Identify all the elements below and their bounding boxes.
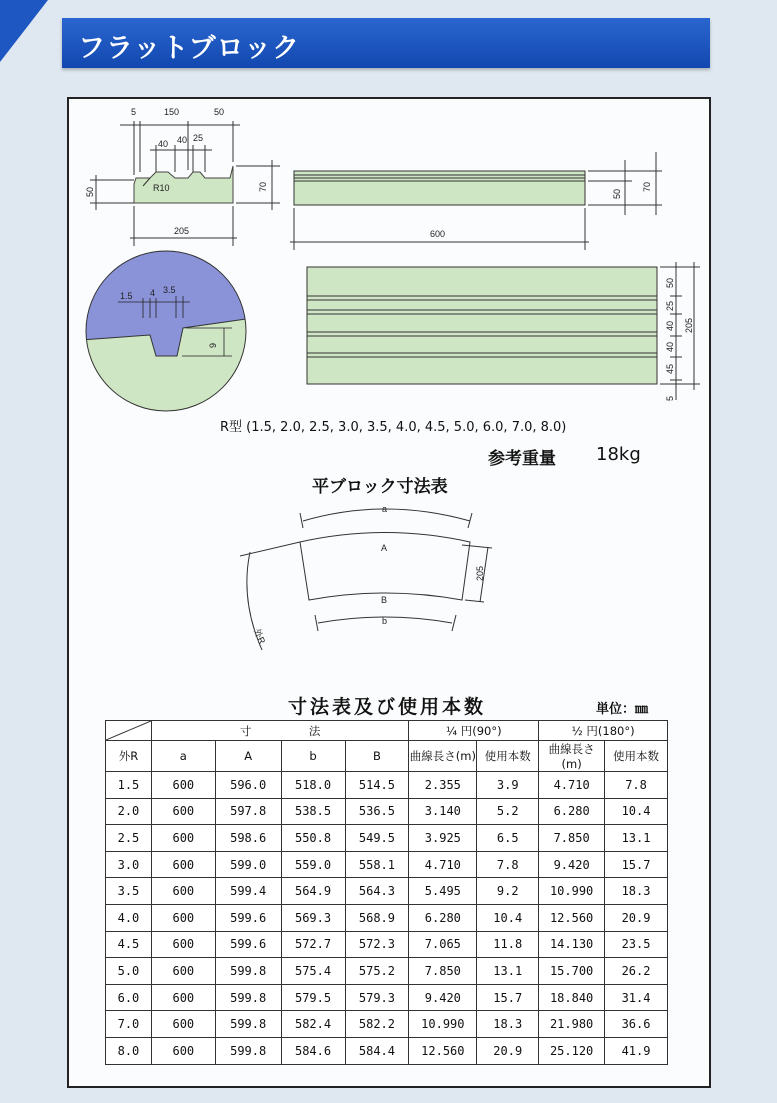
spec-table xyxy=(105,720,668,1065)
table-cell: 9.2 xyxy=(477,878,539,905)
plan-dim-25: 25 xyxy=(665,300,675,311)
table-cell: 10.990 xyxy=(409,1011,477,1038)
table-cell: 3.0 xyxy=(106,851,152,878)
weight-label: 参考重量 xyxy=(488,449,556,469)
table-cell: 536.5 xyxy=(345,798,409,825)
plan-dim-45: 45 xyxy=(665,363,675,374)
table-row xyxy=(106,1011,668,1038)
table-cell: 600 xyxy=(151,1037,215,1064)
table-row xyxy=(106,984,668,1011)
dim-205: 205 xyxy=(174,226,190,236)
table-cell: 3.925 xyxy=(409,825,477,852)
table-cell: 584.4 xyxy=(345,1037,409,1064)
table-cell: 15.7 xyxy=(605,851,668,878)
table-cell: 3.9 xyxy=(477,772,539,799)
col-b: b xyxy=(281,741,345,772)
table-cell: 12.560 xyxy=(539,904,605,931)
groove-detail-view xyxy=(80,245,260,425)
table-cell: 21.980 xyxy=(539,1011,605,1038)
corner-cell xyxy=(106,721,152,741)
table-cell: 599.8 xyxy=(215,984,281,1011)
table-cell: 6.280 xyxy=(539,798,605,825)
table-cell: 550.8 xyxy=(281,825,345,852)
table-cell: 13.1 xyxy=(477,958,539,985)
table-cell: 600 xyxy=(151,772,215,799)
table-cell: 559.0 xyxy=(281,851,345,878)
detail-dim-3.5: 3.5 xyxy=(163,285,176,295)
flat-block-diagram xyxy=(240,509,492,650)
flat-outer-r: 外R xyxy=(251,627,268,646)
table-cell: 7.850 xyxy=(539,825,605,852)
flat-label-b: b xyxy=(382,616,388,626)
table-cell: 25.120 xyxy=(539,1037,605,1064)
flat-label-a: a xyxy=(382,504,388,514)
table-cell: 518.0 xyxy=(281,772,345,799)
plan-dim-50: 50 xyxy=(665,277,675,288)
table-row xyxy=(106,931,668,958)
table-cell: 599.0 xyxy=(215,851,281,878)
table-cell: 599.4 xyxy=(215,878,281,905)
table-cell: 18.840 xyxy=(539,984,605,1011)
table-cell: 600 xyxy=(151,1011,215,1038)
table-cell: 13.1 xyxy=(605,825,668,852)
dim-40a: 40 xyxy=(158,139,169,149)
side-dim-h50: 50 xyxy=(612,188,622,199)
flat-dim-205: 205 xyxy=(475,565,485,581)
table-cell: 4.710 xyxy=(409,851,477,878)
table-cell: 575.4 xyxy=(281,958,345,985)
table-cell: 20.9 xyxy=(477,1037,539,1064)
table-cell: 7.8 xyxy=(477,851,539,878)
detail-dim-9: 9 xyxy=(208,342,218,348)
table-cell: 597.8 xyxy=(215,798,281,825)
table-row xyxy=(106,878,668,905)
group-dimension: 寸 法 xyxy=(151,721,408,741)
table-cell: 15.700 xyxy=(539,958,605,985)
table-cell: 14.130 xyxy=(539,931,605,958)
table-cell: 23.5 xyxy=(605,931,668,958)
plan-dim-40a: 40 xyxy=(665,320,675,331)
table-header-row xyxy=(106,741,668,772)
table-cell: 598.6 xyxy=(215,825,281,852)
table-cell: 538.5 xyxy=(281,798,345,825)
detail-dim-1.5: 1.5 xyxy=(120,291,133,301)
dim-h50: 50 xyxy=(85,186,95,197)
table-cell: 572.3 xyxy=(345,931,409,958)
table-cell: 1.5 xyxy=(106,772,152,799)
dim-25: 25 xyxy=(193,133,204,143)
dim-50: 50 xyxy=(214,107,225,117)
table-cell: 599.6 xyxy=(215,931,281,958)
table-cell: 600 xyxy=(151,825,215,852)
dim-150: 150 xyxy=(164,107,180,117)
dim-h70: 70 xyxy=(258,181,268,192)
table-cell: 2.355 xyxy=(409,772,477,799)
table-cell: 9.420 xyxy=(539,851,605,878)
table-cell: 12.560 xyxy=(409,1037,477,1064)
table-cell: 549.5 xyxy=(345,825,409,852)
table-cell: 600 xyxy=(151,958,215,985)
table-cell: 5.2 xyxy=(477,798,539,825)
table-row xyxy=(106,904,668,931)
table-cell: 7.065 xyxy=(409,931,477,958)
plan-dim-5: 5 xyxy=(665,395,675,401)
table-cell: 568.9 xyxy=(345,904,409,931)
side-dim-h70: 70 xyxy=(642,181,652,192)
table-cell: 514.5 xyxy=(345,772,409,799)
table-cell: 2.0 xyxy=(106,798,152,825)
table-cell: 4.710 xyxy=(539,772,605,799)
table-cell: 5.495 xyxy=(409,878,477,905)
dim-5: 5 xyxy=(131,107,137,117)
table-cell: 582.2 xyxy=(345,1011,409,1038)
table-cell: 558.1 xyxy=(345,851,409,878)
table-cell: 8.0 xyxy=(106,1037,152,1064)
table-cell: 569.3 xyxy=(281,904,345,931)
table-cell: 575.2 xyxy=(345,958,409,985)
table-cell: 584.6 xyxy=(281,1037,345,1064)
plan-view xyxy=(307,262,700,400)
table-cell: 599.6 xyxy=(215,904,281,931)
table-cell: 3.140 xyxy=(409,798,477,825)
table-cell: 6.5 xyxy=(477,825,539,852)
table-cell: 564.9 xyxy=(281,878,345,905)
page-title: フラットブロック xyxy=(78,33,301,64)
table-cell: 10.990 xyxy=(539,878,605,905)
col-half-count: 使用本数 xyxy=(605,741,668,772)
table-cell: 41.9 xyxy=(605,1037,668,1064)
col-B: B xyxy=(345,741,409,772)
col-quarter-length: 曲線長さ(m) xyxy=(409,741,477,772)
table-cell: 579.3 xyxy=(345,984,409,1011)
table-cell: 10.4 xyxy=(605,798,668,825)
table-cell: 7.8 xyxy=(605,772,668,799)
table-cell: 9.420 xyxy=(409,984,477,1011)
table-row xyxy=(106,851,668,878)
group-half-circle: ½ 円(180°) xyxy=(539,721,668,741)
table-cell: 579.5 xyxy=(281,984,345,1011)
weight-value: 18kg xyxy=(596,444,641,465)
detail-dim-4: 4 xyxy=(150,288,156,298)
r-type-note: R型 (1.5, 2.0, 2.5, 3.0, 3.5, 4.0, 4.5, 5.0, 6.0, 7.0, 8.0) xyxy=(220,420,567,435)
table-cell: 36.6 xyxy=(605,1011,668,1038)
table-cell: 11.8 xyxy=(477,931,539,958)
plan-dim-40b: 40 xyxy=(665,341,675,352)
label-r10: R10 xyxy=(153,183,170,193)
col-a: a xyxy=(151,741,215,772)
table-cell: 5.0 xyxy=(106,958,152,985)
table-cell: 600 xyxy=(151,798,215,825)
table-cell: 600 xyxy=(151,851,215,878)
table-cell: 10.4 xyxy=(477,904,539,931)
table-cell: 18.3 xyxy=(477,1011,539,1038)
table-cell: 18.3 xyxy=(605,878,668,905)
unit-label: 単位：㎜ xyxy=(596,702,649,717)
flat-block-table-title: 平ブロック寸法表 xyxy=(312,477,448,497)
col-A: A xyxy=(215,741,281,772)
side-dim-600: 600 xyxy=(430,229,446,239)
col-outer-r: 外R xyxy=(106,741,152,772)
table-row xyxy=(106,1037,668,1064)
col-quarter-count: 使用本数 xyxy=(477,741,539,772)
table-cell: 6.280 xyxy=(409,904,477,931)
table-cell: 582.4 xyxy=(281,1011,345,1038)
table-cell: 4.5 xyxy=(106,931,152,958)
table-cell: 600 xyxy=(151,984,215,1011)
table-cell: 599.8 xyxy=(215,1037,281,1064)
dim-40b: 40 xyxy=(177,135,188,145)
table-row xyxy=(106,798,668,825)
table-cell: 4.0 xyxy=(106,904,152,931)
table-cell: 600 xyxy=(151,904,215,931)
flat-label-A: A xyxy=(381,543,388,553)
table-header-group-row xyxy=(106,721,668,741)
group-quarter-circle: ¼ 円(90°) xyxy=(409,721,539,741)
table-cell: 6.0 xyxy=(106,984,152,1011)
table-cell: 7.0 xyxy=(106,1011,152,1038)
table-cell: 7.850 xyxy=(409,958,477,985)
table-title: 寸法表及び使用本数 xyxy=(288,696,487,718)
table-cell: 26.2 xyxy=(605,958,668,985)
table-cell: 599.8 xyxy=(215,958,281,985)
side-elevation-view xyxy=(290,152,662,250)
flat-label-B: B xyxy=(381,595,388,605)
table-row xyxy=(106,825,668,852)
table-row xyxy=(106,772,668,799)
table-cell: 600 xyxy=(151,878,215,905)
table-cell: 572.7 xyxy=(281,931,345,958)
table-cell: 15.7 xyxy=(477,984,539,1011)
table-cell: 2.5 xyxy=(106,825,152,852)
table-cell: 599.8 xyxy=(215,1011,281,1038)
table-row xyxy=(106,958,668,985)
table-cell: 20.9 xyxy=(605,904,668,931)
table-cell: 31.4 xyxy=(605,984,668,1011)
table-cell: 596.0 xyxy=(215,772,281,799)
table-cell: 3.5 xyxy=(106,878,152,905)
plan-dim-205: 205 xyxy=(684,317,694,333)
table-cell: 600 xyxy=(151,931,215,958)
table-cell: 564.3 xyxy=(345,878,409,905)
col-half-length: 曲線長さ(m) xyxy=(539,741,605,772)
